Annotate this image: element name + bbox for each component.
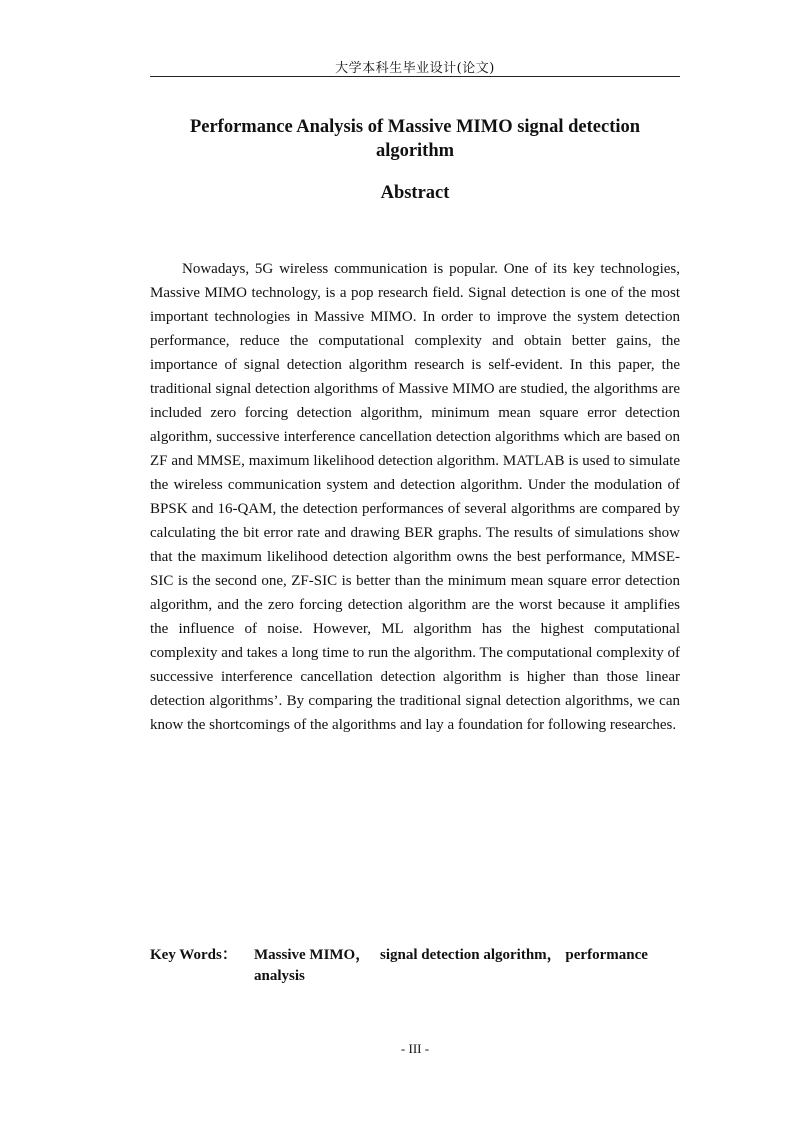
keywords-section [150, 945, 680, 987]
header-rule [150, 76, 680, 77]
page-number: - III - [400, 1041, 430, 1056]
keyword-text: performance analysis [254, 947, 648, 984]
running-header: 大学本科生毕业设计(论文) [335, 61, 495, 76]
keywords-label: Key Words： [150, 947, 237, 963]
paper-title-line-1: Performance Analysis of Massive MIMO signal detection [189, 117, 641, 137]
keyword-text: signal detection algorithm [380, 947, 547, 963]
abstract-heading: Abstract [380, 183, 450, 203]
paper-title [150, 115, 680, 163]
keywords-list [254, 945, 680, 987]
paper-title-line-2: algorithm [375, 141, 455, 161]
keyword-item [254, 947, 376, 963]
abstract-body: Nowadays, 5G wireless communication is popular. One of its key technologies, Massive MIMO technology, is a pop research field. Signal detection is one of the most important technologies in Massive MIMO. In order to improve the system detection performance, reduce the computational complexity and obtain better gains, the importance of signal detection algorithm research is self-evident. In this paper, the traditional signal detection algorithms of Massive MIMO are studied, the algorithms are included zero forcing detection algorithm, minimum mean square error detection algorithm, successive interference cancellation detection algorithms which are based on ZF and MMSE, maximum likelihood detection algorithm. MATLAB is used to simulate the wireless communication system and detection algorithm. Under the modulation of BPSK and 16-QAM, the detection performances of several algorithms are compared by calculating the bit error rate and drawing BER graphs. The results of simulations show that the maximum likelihood detection algorithm owns the best performance, MMSE-SIC is the second one, ZF-SIC is better than the minimum mean square error detection algorithm, and the zero forcing detection algorithm are the worst because it amplifies the influence of noise. However, ML algorithm has the highest computational complexity and takes a long time to run the algorithm. The computational complexity of successive interference cancellation detection algorithm is higher than those linear detection algorithms’. By comparing the traditional signal detection algorithms, we can know the shortcomings of the algorithms and lay a foundation for following researches. [150, 261, 680, 733]
keyword-separator: ， [355, 947, 371, 963]
keyword-text: Massive MIMO [254, 947, 356, 963]
keyword-item [380, 947, 562, 963]
keyword-separator: ， [546, 947, 562, 963]
